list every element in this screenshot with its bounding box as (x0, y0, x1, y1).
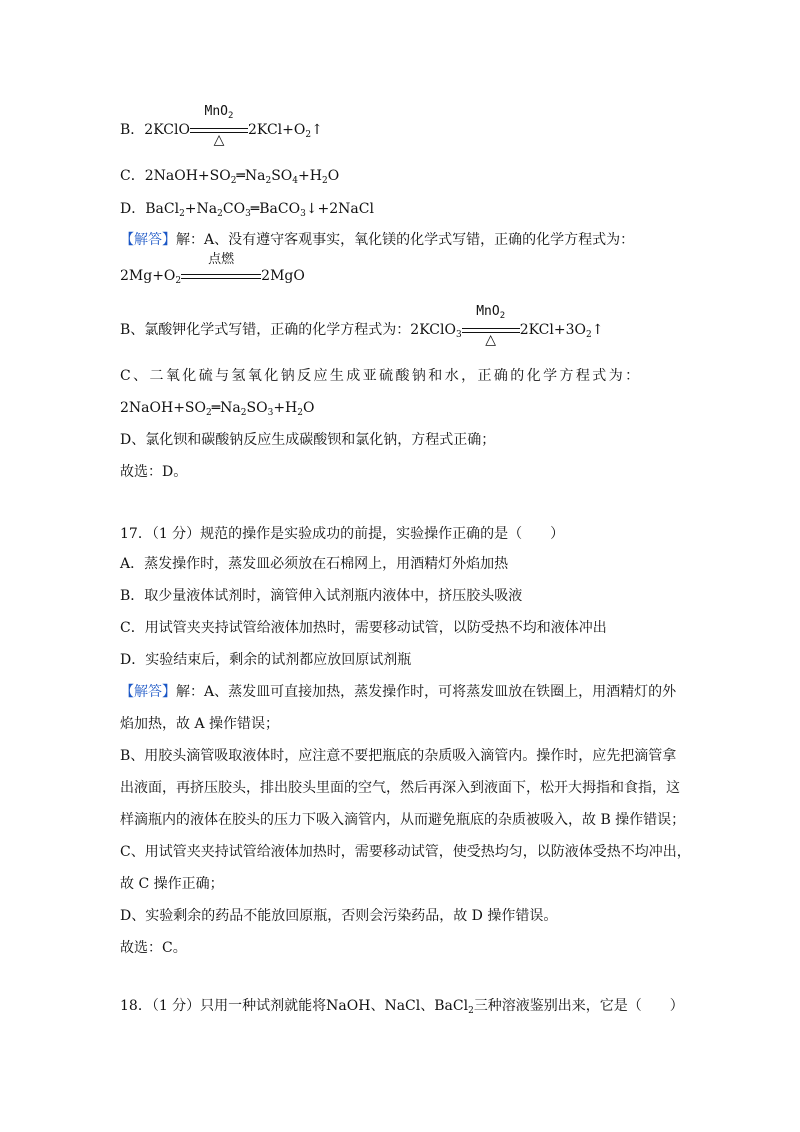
question-17-stem: 17．（1 分）规范的操作是实验成功的前提，实验操作正确的是（ ） (120, 526, 565, 542)
q17-answer-c2: 故 C 操作正确； (120, 876, 224, 892)
option-b (120, 104, 323, 148)
answer-tag: 【解答】 (120, 232, 176, 248)
t: SO (246, 400, 268, 416)
s: 3 (245, 209, 251, 219)
t: +H (273, 400, 298, 416)
opt-b-reactant: B．2KClO (120, 122, 190, 138)
t: C．2NaOH+SO (120, 168, 231, 184)
s: 2 (265, 176, 272, 186)
q17-answer-choice: 故选：C。 (120, 940, 187, 956)
q17-option-a: A．蒸发操作时，蒸发皿必须放在石棉网上，用酒精灯外焰加热 (120, 556, 509, 572)
opt-b-sub: 2 (305, 130, 312, 140)
gas-arrow: ↑ (311, 122, 323, 138)
q17-answer-a1 (120, 682, 676, 702)
t: +H (298, 168, 322, 184)
option-d (120, 199, 374, 219)
s: 2 (499, 311, 506, 321)
t: B、氯酸钾化学式写错，正确的化学方程式为：2KClO (120, 322, 456, 338)
s: 3 (300, 209, 306, 219)
q17-answer-b3: 样滴瓶内的液体在胶头的压力下吸入滴管内，从而避免瓶底的杂质被吸入，故 B 操作错误； (120, 812, 686, 828)
t: SO (271, 168, 293, 184)
reaction-condition (181, 252, 261, 286)
t: 2NaOH+SO (120, 400, 206, 416)
q17-answer-b2: 出液面，再挤压胶头，排出胶头里面的空气，然后再深入到液面下，松开大拇指和食指，这 (120, 780, 680, 796)
catalyst-sub: 2 (227, 111, 234, 121)
heat-symbol: △ (213, 132, 225, 148)
s: 2 (230, 176, 237, 186)
s: 2 (321, 176, 328, 186)
t: 2KCl+3O (519, 322, 586, 338)
t: ↓+2NaCl (305, 201, 374, 217)
t: 18．（1 分）只用一种试剂就能将NaOH、NaCl、BaCl (120, 998, 469, 1014)
s: 2 (585, 330, 592, 340)
s: 2 (468, 1006, 474, 1016)
catalyst-label: MnO (476, 304, 500, 319)
answer-16-d: D、氯化钡和碳酸钠反应生成碳酸钡和氯化钠，方程式正确； (120, 432, 496, 448)
s: 2 (297, 408, 303, 418)
answer-16-line1 (120, 230, 634, 250)
answer-text: 解：A、蒸发皿可直接加热，蒸发操作时，可将蒸发皿放在铁圈上，用酒精灯的外 (176, 684, 677, 700)
answer-tag: 【解答】 (120, 684, 176, 700)
heat-symbol: △ (485, 332, 497, 348)
opt-b-product: 2KCl+O (247, 122, 306, 138)
q17-option-b: B．取少量液体试剂时，滴管伸入试剂瓶内液体中，挤压胶头吸液 (120, 588, 523, 604)
t: CO (222, 201, 246, 217)
answer-16-c1: C、二氧化硫与氢氧化钠反应生成亚硫酸钠和水，正确的化学方程式为： (120, 368, 642, 384)
q17-answer-d1: D、实验剩余的药品不能放回原瓶，否则会污染药品，故 D 操作错误。 (120, 908, 558, 924)
reaction-condition (462, 304, 520, 348)
equals-bar (181, 274, 261, 279)
gas-arrow: ↑ (591, 322, 604, 338)
t: O (327, 168, 340, 184)
s: 2 (175, 276, 182, 286)
s: 3 (267, 408, 274, 418)
q17-option-c: C．用试管夹夹持试管给液体加热时，需要移动试管，以防受热不均和液体冲出 (120, 620, 607, 636)
s: 2 (179, 209, 185, 219)
catalyst-label: MnO (204, 104, 228, 119)
s: 2 (217, 209, 223, 219)
answer-16-eq-a (120, 252, 305, 286)
q17-answer-b1: B、用胶头滴管吸取液体时，应注意不要把瓶底的杂质吸入滴管内。操作时，应先把滴管拿 (120, 748, 677, 764)
t: 2MgO (261, 268, 305, 284)
s: 3 (455, 330, 462, 340)
q17-answer-a2: 焰加热，故 A 操作错误； (120, 716, 280, 732)
t: ═BaCO (250, 201, 301, 217)
answer-16-b (120, 304, 604, 348)
answer-16-c-eq (120, 398, 314, 418)
t: D．BaCl (120, 201, 180, 217)
t: 2Mg+O (120, 268, 176, 284)
answer-text: 解：A、没有遵守客观事实，氧化镁的化学式写错，正确的化学方程式为： (176, 232, 635, 248)
q17-answer-c1: C、用试管夹夹持试管给液体加热时，需要移动试管，使受热均匀，以防液体受热不均冲出， (120, 844, 691, 860)
t: 三种溶液鉴别出来，它是（ ） (473, 998, 684, 1014)
t: +Na (184, 201, 218, 217)
s: 2 (240, 408, 247, 418)
answer-16-choice: 故选：D。 (120, 464, 188, 480)
t: O (303, 400, 315, 416)
question-18-stem (120, 996, 684, 1016)
option-c (120, 166, 339, 186)
reaction-condition (190, 104, 248, 148)
q17-option-d: D．实验结束后，剩余的试剂都应放回原试剂瓶 (120, 652, 412, 668)
s: 4 (292, 176, 299, 186)
t: ═Na (236, 168, 266, 184)
s: 2 (206, 408, 212, 418)
t: ═Na (211, 400, 241, 416)
ignite-label: 点燃 (208, 252, 235, 267)
